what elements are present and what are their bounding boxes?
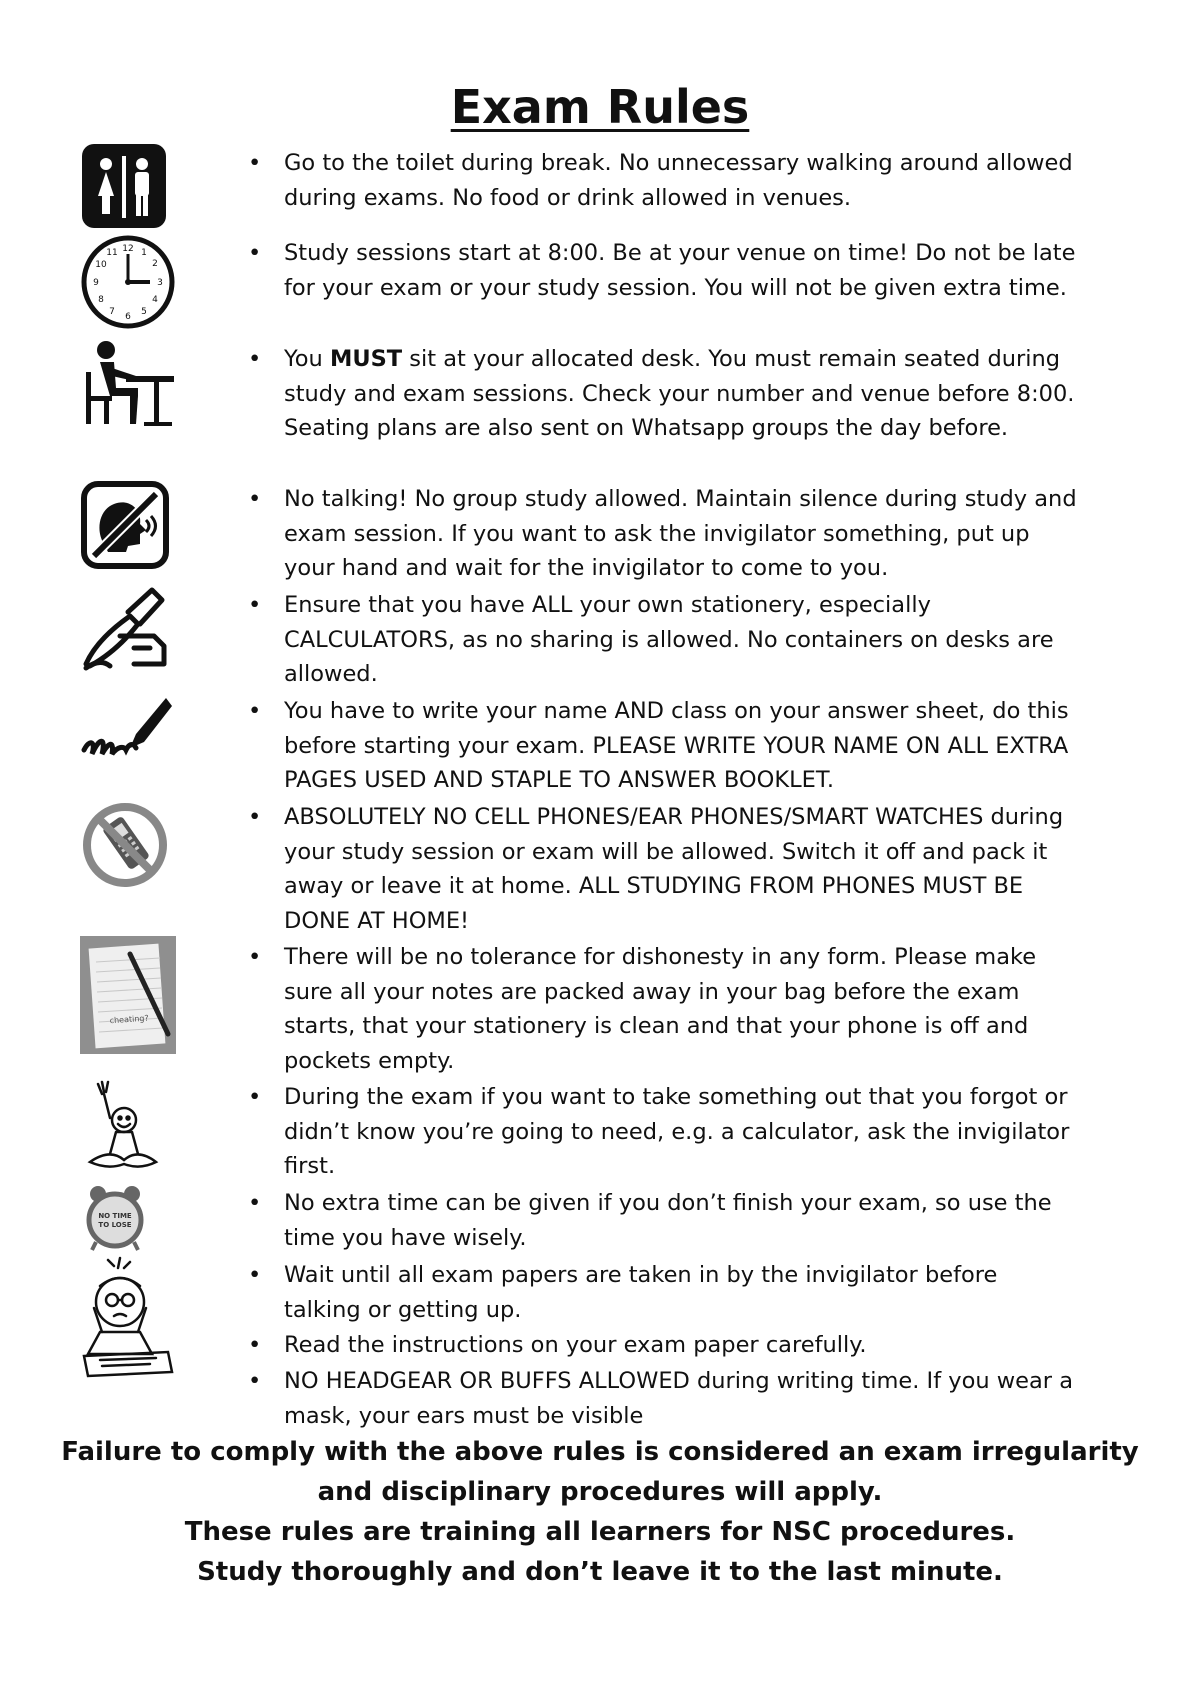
no-talking-icon — [80, 480, 180, 570]
svg-text:4: 4 — [152, 295, 158, 305]
bullet: • — [248, 592, 262, 618]
raised-hand-student-icon — [80, 1078, 180, 1174]
rule-item-ask-invigilator: • During the exam if you want to take something out that you forgot or didn’t know you’re going to need, e.g. a calculator, ask the invigilator first. — [248, 1080, 1078, 1184]
svg-text:11: 11 — [106, 248, 118, 258]
alarm-clock-icon — [80, 1182, 180, 1252]
svg-text:10: 10 — [95, 260, 107, 270]
svg-text:12: 12 — [122, 244, 134, 254]
svg-text:5: 5 — [141, 307, 147, 317]
svg-text:7: 7 — [109, 307, 115, 317]
svg-text:NO TIME: NO TIME — [98, 1212, 132, 1220]
footer-warning — [40, 1432, 1160, 1592]
bullet: • — [248, 944, 262, 970]
footer-irregularity: Failure to comply with the above rules is considered an exam irregularity and disciplinary procedures will apply. — [61, 1437, 1139, 1507]
worried-student-icon — [80, 1256, 180, 1388]
bullet: • — [248, 1332, 262, 1358]
bullet: • — [248, 698, 262, 724]
rule-item-name-class: • You have to write your name AND class on your answer sheet, do this before starting your exam. PLEASE WRITE YOUR NAME ON ALL EXTRA PAGES USED AND STAPLE TO ANSWER BOOKLET. — [248, 694, 1078, 798]
footer-study: Study thoroughly and don’t leave it to the last minute. — [197, 1557, 1003, 1587]
rule-item-instructions: • Read the instructions on your exam paper carefully. — [248, 1328, 1078, 1363]
page-title: Exam Rules — [450, 80, 750, 134]
bullet: • — [248, 1368, 262, 1394]
bullet: • — [248, 804, 262, 830]
seated-desk-icon — [80, 338, 180, 430]
rule-item-headgear: • NO HEADGEAR OR BUFFS ALLOWED during writing time. If you wear a mask, your ears must be visible — [248, 1364, 1078, 1433]
rule-item-punctuality: • Study sessions start at 8:00. Be at your venue on time! Do not be late for your exam or your study session. You will not be given extra time. — [248, 236, 1078, 305]
bullet: • — [248, 1190, 262, 1216]
svg-text:8: 8 — [98, 295, 104, 305]
rule-item-phones: • ABSOLUTELY NO CELL PHONES/EAR PHONES/SMART WATCHES during your study session or exam will be allowed. Switch it off and pack it away or leave it at home. ALL STUDYING FROM PHONES MUST BE DONE AT HOME! — [248, 800, 1078, 938]
restroom-icon — [80, 142, 180, 230]
svg-text:9: 9 — [93, 278, 99, 288]
svg-text:6: 6 — [125, 312, 131, 322]
rule-item-stationery: • Ensure that you have ALL your own stationery, especially CALCULATORS, as no sharing is allowed. No containers on desks are allowed. — [248, 588, 1078, 692]
rule-item-toilet: • Go to the toilet during break. No unnecessary walking around allowed during exams. No food or drink allowed in venues. — [248, 146, 1078, 215]
svg-text:3: 3 — [157, 278, 163, 288]
footer-nsc: These rules are training all learners for NSC procedures. — [184, 1517, 1016, 1547]
bullet: • — [248, 1084, 262, 1110]
svg-text:TO LOSE: TO LOSE — [98, 1221, 132, 1229]
writing-hand-icon — [80, 586, 180, 674]
no-phone-icon — [80, 800, 180, 890]
notepad-pen-icon — [80, 936, 180, 1054]
rule-item-seating: • You MUST sit at your allocated desk. You must remain seated during study and exam sessions. Check your number and venue before 8:00. Seating plans are also sent on Whatsapp groups the day before. — [248, 342, 1078, 446]
svg-text:cheating?: cheating? — [109, 1013, 149, 1026]
rule-item-extra-time: • No extra time can be given if you don’t finish your exam, so use the time you have wisely. — [248, 1186, 1078, 1255]
bullet: • — [248, 1262, 262, 1288]
svg-text:2: 2 — [152, 259, 158, 269]
rule-item-wait: • Wait until all exam papers are taken in by the invigilator before talking or getting up. — [248, 1258, 1078, 1327]
rule-item-silence: • No talking! No group study allowed. Maintain silence during study and exam session. If you want to ask the invigilator something, put up your hand and wait for the invigilator to come to you. — [248, 482, 1078, 586]
emphasis-must: MUST — [329, 346, 403, 372]
clock-icon — [80, 234, 180, 330]
bullet: • — [248, 240, 262, 266]
rule-item-dishonesty: • There will be no tolerance for dishonesty in any form. Please make sure all your notes are packed away in your bag before the exam starts, that your stationery is clean and that your phone is off and pockets empty. — [248, 940, 1078, 1078]
bullet: • — [248, 346, 262, 372]
bullet: • — [248, 486, 262, 512]
svg-text:1: 1 — [141, 248, 147, 258]
bullet: • — [248, 150, 262, 176]
fountain-pen-signature-icon — [80, 696, 180, 766]
